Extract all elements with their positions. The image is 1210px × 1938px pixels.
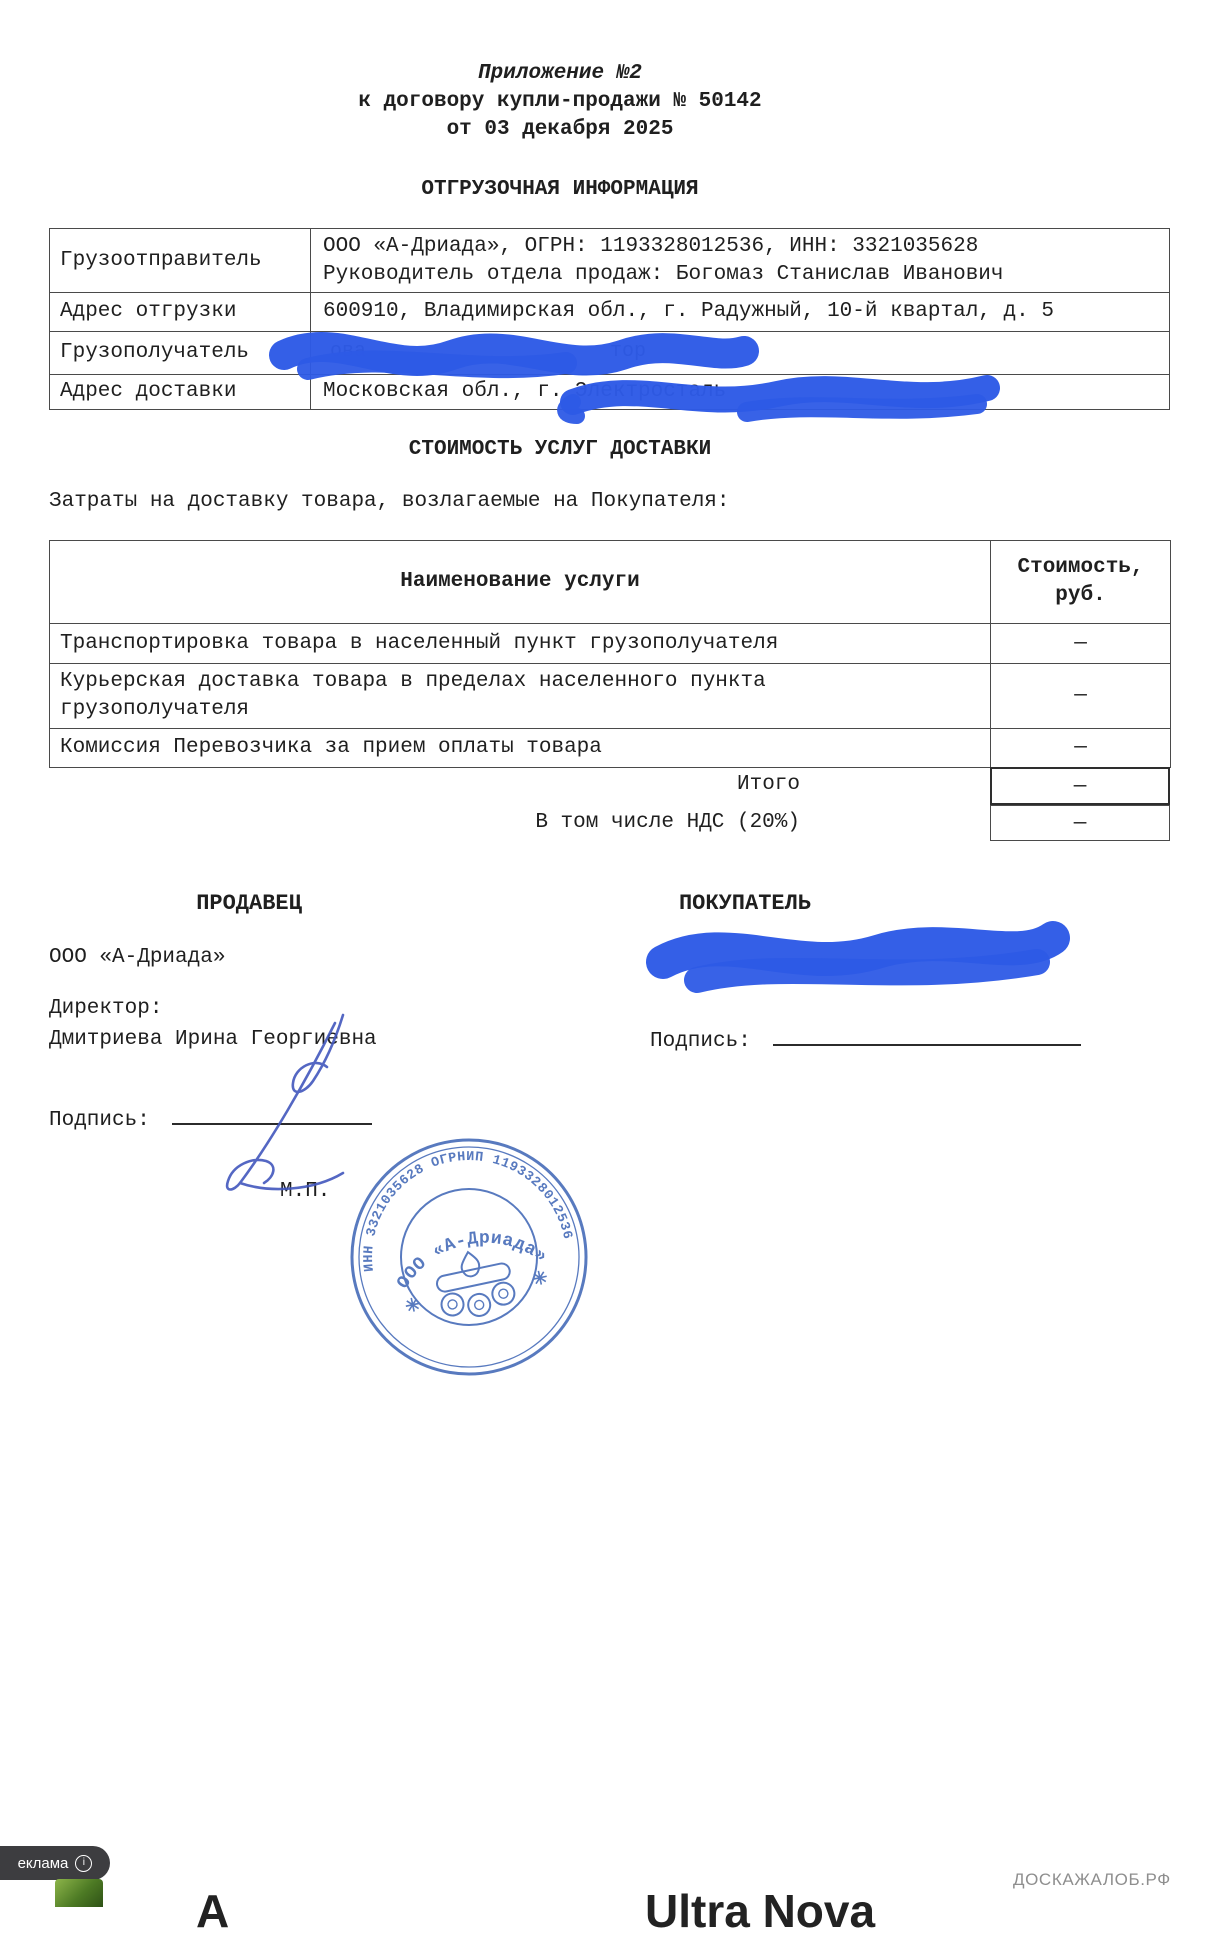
services-cost-table [49,540,1171,768]
cost-header-line1: Стоимость, [1017,556,1144,579]
service-commission-cost: — [991,729,1171,768]
ad-thumbnail-image[interactable] [55,1879,103,1907]
seller-company-name: ООО «А-Дриада» [49,946,226,969]
delivery-costs-intro: Затраты на доставку товара, возлагаемые на Покупателя: [49,490,730,513]
seller-signature-label: Подпись: [49,1109,150,1132]
shipping-address-value: 600910, Владимирская обл., г. Радужный, 10-й квартал, д. 5 [311,293,1170,332]
stamp-log-icon [436,1262,512,1293]
service-transport-cost: — [991,624,1171,664]
shipper-value [311,229,1170,293]
service-courier-cost: — [991,664,1171,729]
delivery-address-value: Московская обл., г. Электросталь [311,375,1170,410]
table-row [50,375,1170,410]
shipper-value-line1: ООО «А-Дриада», ОГРН: 1193328012536, ИНН: 3321035628 [323,234,979,258]
service-commission: Комиссия Перевозчика за прием оплаты товара [50,729,991,768]
ad-label-badge[interactable] [0,1846,110,1880]
table-row [50,664,1171,729]
service-transport: Транспортировка товара в населенный пункт грузополучателя [50,624,991,664]
ad-headline-fragment[interactable]: А [196,1885,230,1937]
buyer-heading: ПОКУПАТЕЛЬ [678,891,812,916]
document-header [49,60,1071,144]
redacted-text-fragment: тор [610,340,647,363]
service-courier: Курьерская доставка товара в пределах населенного пункта грузополучателя [50,664,991,729]
shipping-address-label: Адрес отгрузки [50,293,311,332]
seller-director-label: Директор: [49,997,163,1020]
svg-text:ООО «А-Дриада» [386,1214,553,1298]
buyer-signature-row [650,1023,1081,1056]
ad-headline-fragment[interactable]: Ultra Nova [645,1885,876,1937]
table-row [50,293,1170,332]
contract-date: от 03 декабря 2025 [446,118,674,141]
ad-label-text: еклама [17,1854,69,1872]
appendix-title: Приложение №2 [478,62,642,85]
table-row [50,729,1171,768]
shipping-info-table [49,228,1170,410]
redacted-text-fragment: ова [330,340,367,363]
redaction-scribble-buyer [635,910,1090,1002]
delivery-address-label: Адрес доставки [50,375,311,410]
site-watermark: ДОСКАЖАЛОБ.РФ [1013,1870,1171,1889]
stamp-place-label: М.П. [280,1180,331,1203]
stamp-ring-text: ИНН 3321035628 ОГРНИП 1193328012536 [361,1149,575,1273]
seller-heading: ПРОДАВЕЦ [196,891,302,916]
cost-header [991,541,1171,624]
contract-appendix-document [49,0,1170,1907]
vat-value-box: — [990,805,1170,841]
consignee-label: Грузополучатель [50,332,311,375]
total-value-box: — [990,767,1170,805]
service-name-header: Наименование услуги [50,541,991,624]
buyer-signature-line [773,1023,1081,1046]
shipping-info-title: ОТГРУЗОЧНАЯ ИНФОРМАЦИЯ [421,178,699,201]
info-icon[interactable]: i [75,1855,92,1872]
stamp-company-text: ООО «А-Дриада» [393,1228,551,1293]
stamp-flame-icon [459,1250,482,1278]
table-row [50,229,1170,293]
contract-reference: к договору купли-продажи № 50142 [358,90,762,113]
delivery-costs-title: СТОИМОСТЬ УСЛУГ ДОСТАВКИ [408,438,712,461]
consignee-value-redacted [311,332,1170,375]
shipper-value-line2: Руководитель отдела продаж: Богомаз Станислав Иванович [323,262,1004,286]
seller-director-name: Дмитриева Ирина Георгиевна [49,1028,377,1051]
stamp-star-icon [404,1296,421,1313]
table-header-row [50,541,1171,624]
shipper-label: Грузоотправитель [50,229,311,293]
company-round-stamp [340,1128,598,1386]
buyer-signature-label: Подпись: [650,1030,751,1053]
total-label: Итого [736,773,800,796]
vat-label: В том числе НДС (20%) [535,811,800,834]
table-row [50,624,1171,664]
cost-header-line2: руб. [1055,584,1106,607]
